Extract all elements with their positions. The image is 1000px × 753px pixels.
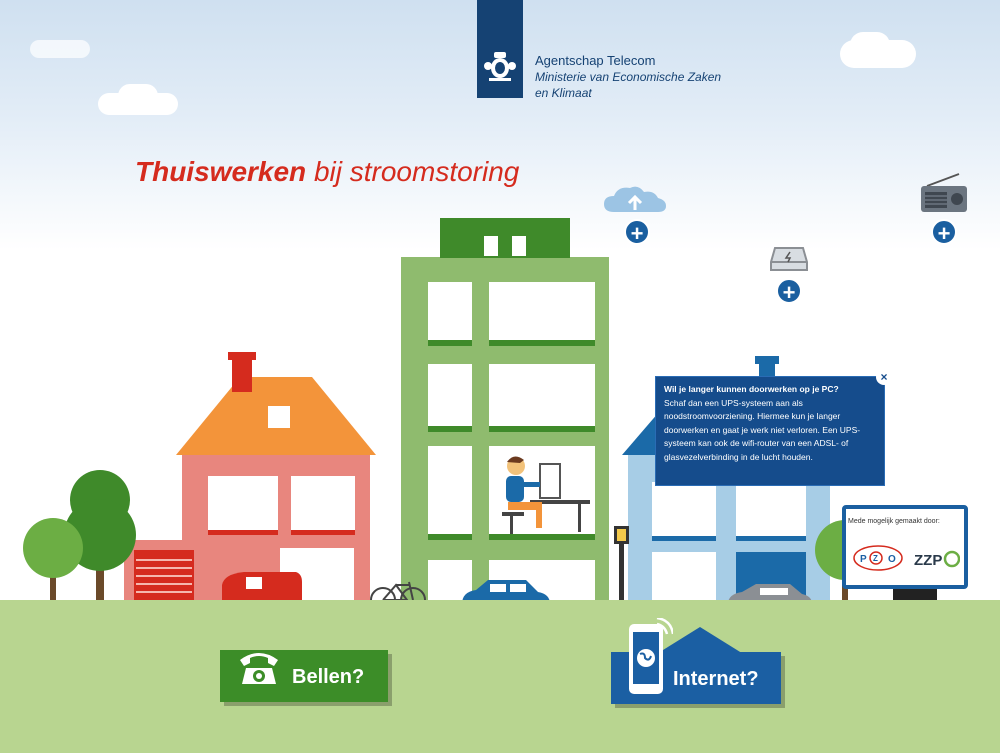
- close-icon[interactable]: ×: [876, 369, 892, 385]
- title-rest: bij stroomstoring: [306, 156, 520, 187]
- plus-button-ups[interactable]: +: [776, 278, 802, 304]
- svg-text:P: P: [860, 554, 867, 565]
- zzp-logo: [912, 544, 960, 574]
- internet-button[interactable]: [611, 652, 781, 704]
- sponsor-label: Mede mogelijk gemaakt door:: [848, 518, 940, 525]
- svg-text:ZZP: ZZP: [914, 552, 943, 569]
- ministry-name-2: en Klimaat: [535, 86, 592, 100]
- plus-button-radio[interactable]: +: [931, 219, 957, 245]
- ministry-name: Ministerie van Economische Zaken: [535, 70, 722, 84]
- bellen-label: Bellen?: [292, 666, 365, 688]
- phone-icon: [236, 644, 282, 696]
- popup-body: Schaf dan een UPS-systeem aan als noodstroomvoorziening. Hiermee kun je langer doorwerken en gaat je werk niet verloren. Een UPS-systeem kan ook de wifi-router van een ADSL- of glasvezelverbinding in de lucht houden.: [664, 397, 861, 462]
- svg-text:O: O: [888, 554, 896, 565]
- cloud-upload-icon: [602, 186, 668, 219]
- title-bold: Thuiswerken: [135, 156, 307, 187]
- svg-text:Z: Z: [873, 554, 878, 563]
- plus-button-cloud[interactable]: +: [624, 219, 650, 245]
- popup-title: Wil je langer kunnen doorwerken op je PC?: [664, 384, 839, 394]
- internet-label: Internet?: [673, 668, 759, 690]
- pzo-logo: [852, 541, 906, 575]
- smartphone-globe-icon: [627, 618, 673, 706]
- pink-house: [124, 352, 376, 610]
- info-popup: [655, 376, 885, 486]
- radio-icon: [919, 172, 969, 219]
- agency-name: Agentschap Telecom: [535, 53, 656, 68]
- hard-drive-icon: [769, 244, 809, 279]
- bellen-button[interactable]: [220, 650, 388, 702]
- green-apartment: [401, 218, 609, 612]
- grass: [0, 600, 1000, 753]
